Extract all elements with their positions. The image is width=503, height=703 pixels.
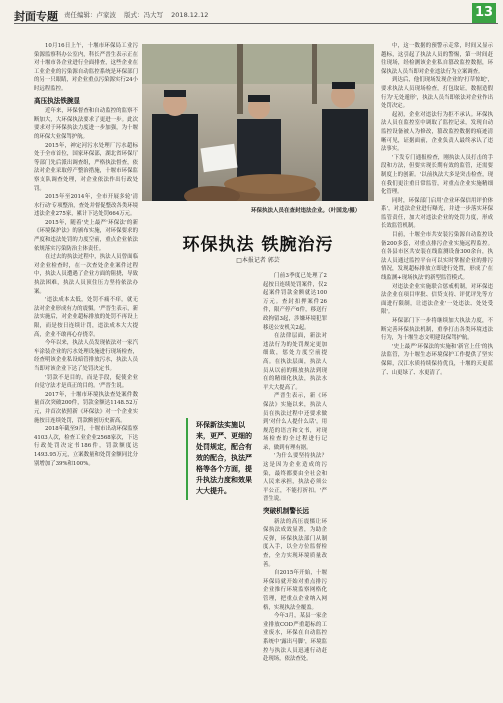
paragraph: 门前3季度已处理了2起按日连续处罚案件，仅2起案件罚款金额就达100万元。查封扣押案件26件，限产停产6件，移送行政拘留3起，涉嫌环境犯罪移送公安机关2起。 (263, 273, 327, 331)
issue-date: 2018.12.12 (171, 11, 209, 19)
article-title: 环保执法 铁腕治污 (182, 235, 334, 255)
paragraph: '为什么要坚持执法？这是因为企业造成的污染，最终都要由全社会和人民来承担，执法必须公平公正，不能打折扣。'严晋生说。 (263, 453, 327, 503)
paragraph: 对违法企业实施联合惩戒机制，对环保违法企业在项目审批、信贷支持、评优评先等方面进行限制，让违法企业'一处违法、处处受限'。 (381, 283, 493, 316)
paragraph: 2015年至2014年，全市开展多轮'清水行动'专项整治，查处并督促整改各类环境违法企业275家，累计下达处罚664万元。 (34, 194, 138, 218)
page-number-badge: 13 (472, 3, 496, 23)
paragraph: 自2015年开始，十堰环保局就开始对重点排污企业推行环境监察网格化管理，把重点企业纳入网格，实现执法全覆盖。 (263, 570, 327, 611)
paragraph: 新法的高压震慑让环保执法成效显著，为助企反弹，环保执法部门从制度入手，以全方位监督检查，全力实现环境质量改善。 (263, 518, 327, 568)
paragraph: 2017年，十堰市环境执法查处案件数量首次突破200件，罚款金额达1148.52万元，并首次依照新《环保法》对一个企业实施按日连续处罚，罚款额创历史新高。 (34, 391, 138, 424)
paragraph: 环保部门下一步将继续加大执法力度，不断完善环保执法机制，重拳打击各类环境违法行为，为十堰生态文明建设保驾护航。 (381, 318, 493, 342)
paragraph: 今年以来，执法人员发现依法对一家汽车涂装企业的污水处理设施进行现场检查，经查明该企业私设暗管排放污水，执法人员当即对该企业下达了处罚决定书。 (34, 340, 138, 372)
article-byline: □本报记者 郭芸 (236, 257, 280, 264)
article-column-left (34, 42, 138, 698)
paragraph: '史上最严'环保法的实施和'新官上任'的执法监管，为十堰生态环境保护工作提供了坚实保障，汉江水质持续保持优良，十堰的天更蓝了、山更绿了、水更清了。 (381, 343, 493, 376)
paragraph: 在法律层面，新法对违法行为的处罚规定更加细致，惩处力度空前提高。在执法层面，执法人员从以前的粗放执法到现在的精细化执法，执法水平大大提高了。 (263, 333, 327, 391)
pullquote: 环保新法实施以来，更严、更细的处罚规定，配合有效的配合，执法严格等各个方面，提升执法力度和效果大大提升。 (196, 421, 252, 495)
page-header (0, 0, 503, 26)
photo-caption: 环保执法人员在查封违法企业。（叶国龙/摄） (251, 208, 361, 214)
paragraph: 严晋生表示，新《环保法》实施以来，执法人员在执法过程中还要求做到'对什么人提什么话'，用规范的语言和文书，对现场检查的全过程进行记录，做到有理有据。 (263, 393, 327, 451)
paragraph: 2015年，神定河污水处理厂污水超标处于全市首位，国家环保部，湖北省环保厅等部门先后派出调查组，严格执法督查，依法对企业采取停产整治措施，十堰市环保监察支队调查处理，对企业依法作出行政处罚。 (34, 142, 138, 192)
subheading: 突破机制警长远 (263, 507, 310, 516)
paragraph: '罚款不是目的，而是手段，促使企业自觉守法才是真正的目的。'严晋生说。 (34, 374, 138, 390)
pullquote-bar (186, 418, 188, 500)
article-column-right (381, 42, 493, 698)
header-meta (64, 10, 214, 19)
paragraph: 同时，环保部门启用'企业环保信用评价体系'，对违法企业进行曝光，并进一步落实环保监管责任，加大对违法企业的处罚力度，形成长效监管机制。 (381, 197, 493, 230)
paragraph: 今年3月，某县一家企业排放COD严重超标的工业废水，环保在自动监控系统中'露出马脚'，环境监控与执法人员迅速行动赶赴现场，依法查处。 (263, 613, 327, 663)
header-divider (14, 23, 498, 24)
paragraph: 目前，十堰全市共安装污染源自动监控设备200多套，对重点排污企业实施远程监控。在各县市区共安装在线监测设备300余台，执法人员通过监控平台可以实时掌握企业的排污情况，发现超标排放立即进行处置，形成了'在线监测+现场执法'的新型监管模式。 (381, 232, 493, 282)
paragraph: 起初，企业对违法行为拒不承认。环保执法人员在监控室中调取了监控记录，发现自动监控设备被人为修改，篡改监控数据的痕迹清晰可见，证据面前，企业负责人最终承认了违法事实。 (381, 111, 493, 153)
paragraph: 近年来，环保督查和自动监控的监察不断加大，大环保执法要求了更进一步。此次要求对于环保执法力度进一步加强，为十堰的环保大业保驾护航。 (34, 108, 138, 140)
paragraph: '下发专门通报检查，刚执法人员打击的手段和方法，但要实现长期有效的监管，还需要制度上的创新。'以前执法大多是突击检查，现在我们更注重日常监管，对重点企业实施精细化管理。 (381, 154, 493, 196)
paragraph: 中，这一数据的预警示走常，时间又显示越标，这引起了执法人员的警惕，第一时间赶往现场，经检测该企业私自篡改监控数据，环保执法人员当即对企业违法行为立案调查。 (381, 43, 493, 75)
paragraph: 在过去的执法过程中，执法人员曾面临对企业检查时，在一次查处企业案件过程中，执法人员遭遇了企业方面的阻挠，导致执法困难，执法人员顶住压力坚持依法办案。 (34, 254, 138, 295)
news-photo (142, 44, 374, 201)
subheading: 高压执法铁腕显 (34, 96, 81, 105)
article-column-middle (263, 272, 327, 700)
paragraph: 10月16日上午，十堰市环保局工业污染源监察科办公室内，科长严晋生表示正在对十堰市各企业进行全面排查，这些企业在工业企业的污染源自动监控系统是环保部门的另一只眼睛，对企业重点污染源实行24小时远程监控。 (34, 43, 138, 92)
section-title: 封面专题 (14, 10, 58, 23)
paragraph: 到达后，他们现场发现企业的'打草惊蛇'，要求执法人员现场检查，打包取证，数据造假行为'无处遁形'，执法人员当即依法对企业作出处罚决定。 (381, 77, 493, 110)
paragraph: 2015年，随着'史上最严'环保法'的新《环境保护法》的颁布实施，对环保要求的严度和违法处罚的力度空前，重点企业依法依规落实污染防治主体责任。 (34, 219, 138, 252)
photo-illustration (142, 44, 374, 201)
editor-credit: 责任编辑：卢家波 (64, 11, 116, 19)
paragraph: '违法成本太低，处罚不痛不痒，就无法对企业形成有力的震慑。'严晋生表示，新法实施后，对企业超标排放的处罚不再设上限，而是按日连续计罚，违法成本大大提高，企业不敢再心存侥幸。 (34, 297, 138, 338)
paragraph: 2018年截至9月，十堰市出动环保监察4103人次，检查工业企业2568家次，下达行政处罚决定书186件，罚款额度达1493.95万元，立案数量和处罚金额同比分别增加了39%和100%。 (34, 426, 138, 467)
layout-credit: 版式：冯大写 (124, 11, 164, 19)
